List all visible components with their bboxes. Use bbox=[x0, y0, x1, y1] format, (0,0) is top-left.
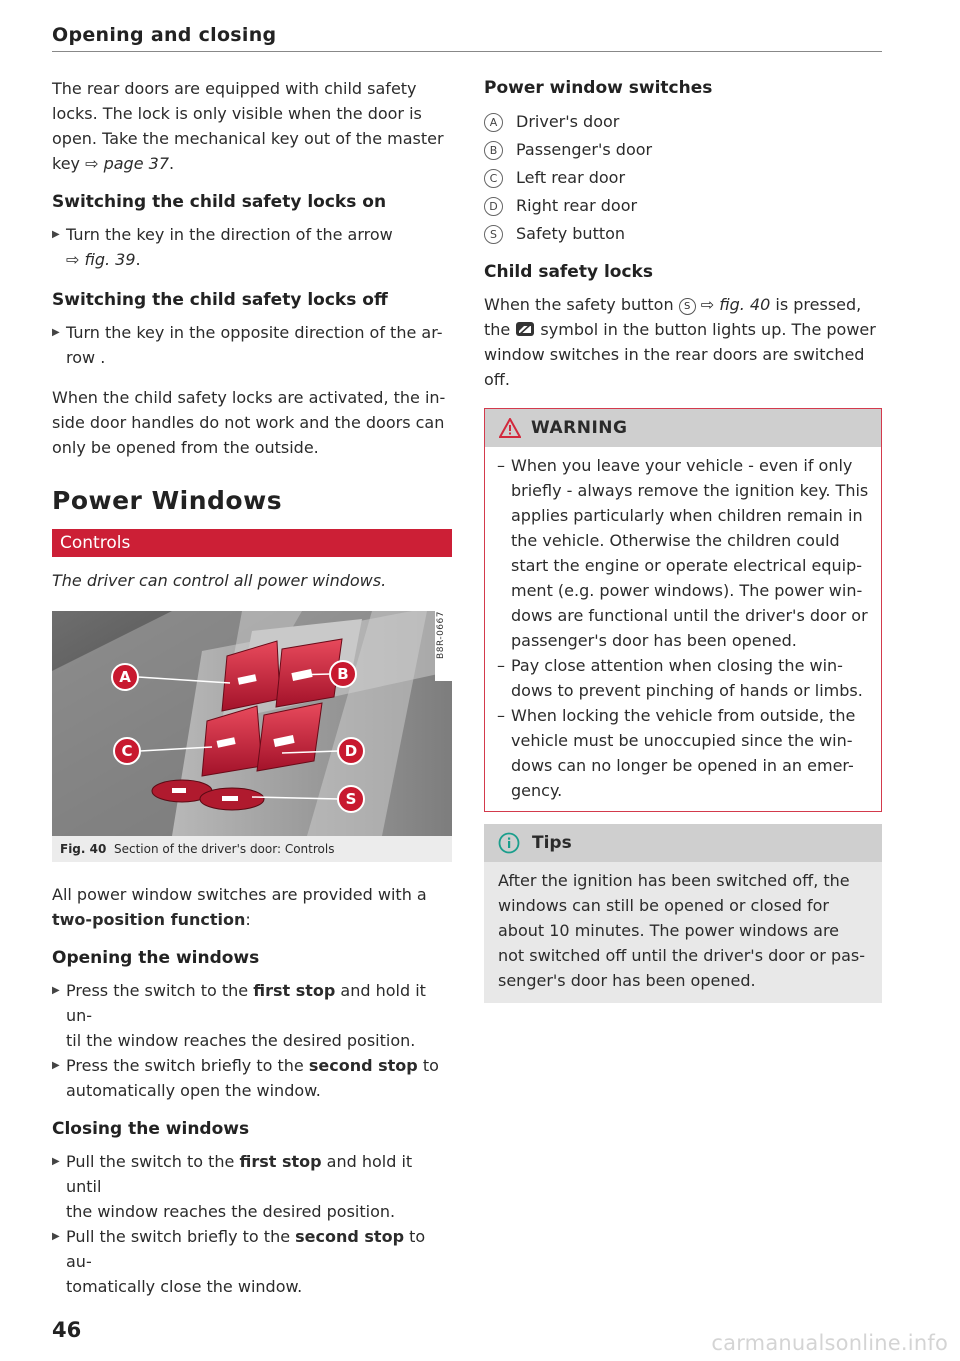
tips-header: Tips bbox=[484, 824, 882, 862]
child-locks-heading: Child safety locks bbox=[484, 262, 653, 282]
list-item: A Driver's door bbox=[484, 108, 882, 136]
list-item: D Right rear door bbox=[484, 192, 882, 220]
warning-item-1: – When you leave your vehicle - even if only briefly - always remove the ignition key. This applies particularly when children remain in the vehicle. Otherwise the children could start the engine or operate electrical equip- ment (e.g. power windows). The power win- dows are functional until the driver's door or passenger's door has been opened. bbox=[497, 456, 869, 650]
closing-step-1: ▶ Pull the switch to the first stop and hold it until the window reaches the desired position. bbox=[52, 1149, 452, 1224]
watermark: carmanualsonline.info bbox=[711, 1331, 948, 1355]
step-arrow-icon: ▶ bbox=[52, 1231, 60, 1242]
fig-40-link[interactable]: ⇨ fig. 40 bbox=[695, 295, 771, 314]
list-item: S Safety button bbox=[484, 220, 882, 248]
callout-a: A bbox=[119, 668, 131, 686]
warning-item-2: – Pay close attention when closing the win- dows to prevent pinching of hands or limbs. bbox=[497, 656, 863, 700]
callout-a-icon: A bbox=[484, 113, 503, 132]
page-37-link[interactable]: ⇨ page 37 bbox=[85, 154, 169, 173]
closing-step-2: ▶ Pull the switch briefly to the second stop to au- tomatically close the window. bbox=[52, 1224, 452, 1299]
switches-list bbox=[484, 108, 882, 248]
controls-bar: Controls bbox=[52, 529, 452, 557]
controls-intro: The driver can control all power windows. bbox=[52, 571, 387, 590]
page-number: 46 bbox=[52, 1318, 82, 1342]
tips-body: After the ignition has been switched off, the windows can still be opened or closed for about 10 minutes. The power windows are not switched off until the driver's door or pas- senger's door has been opened. bbox=[498, 871, 866, 990]
list-item: B Passenger's door bbox=[484, 136, 882, 164]
callout-d: D bbox=[344, 742, 358, 760]
warning-triangle-icon bbox=[499, 418, 521, 438]
figure-caption: Fig. 40 Section of the driver's door: Controls bbox=[52, 836, 452, 862]
lock-off-heading: Switching the child safety locks off bbox=[52, 290, 388, 310]
list-item: C Left rear door bbox=[484, 164, 882, 192]
callout-s-icon: S bbox=[679, 298, 696, 315]
warning-item-3: – When locking the vehicle from outside, the vehicle must be unoccupied since the win- dows can no longer be opened in an emer- gency. bbox=[497, 706, 856, 800]
door-controls-figure bbox=[52, 611, 452, 836]
warning-box bbox=[484, 408, 882, 812]
warning-body bbox=[485, 447, 881, 811]
callout-b: B bbox=[337, 665, 349, 683]
step-arrow-icon: ▶ bbox=[52, 1060, 60, 1071]
callout-b-icon: B bbox=[484, 141, 503, 160]
opening-step-2: ▶ Press the switch briefly to the second stop to automatically open the window. bbox=[52, 1053, 452, 1103]
power-windows-title: Power Windows bbox=[52, 486, 283, 515]
opening-heading: Opening the windows bbox=[52, 948, 260, 968]
fig-39-link[interactable]: ⇨ fig. 39 bbox=[66, 250, 136, 269]
header-rule bbox=[52, 51, 882, 52]
lock-on-heading: Switching the child safety locks on bbox=[52, 192, 387, 212]
step-arrow-icon: ▶ bbox=[52, 1156, 60, 1167]
callout-s: S bbox=[345, 790, 357, 808]
two-position-paragraph: All power window switches are provided with a two-position function: bbox=[52, 885, 427, 929]
intro-paragraph: The rear doors are equipped with child safety locks. The lock is only visible when the door is open. Take the mechanical key out of the master key ⇨ page 37. bbox=[52, 79, 444, 173]
left-column bbox=[52, 76, 452, 1299]
callout-c-icon: C bbox=[484, 169, 503, 188]
opening-step-1: ▶ Press the switch to the first stop and hold it un- til the window reaches the desired position. bbox=[52, 978, 452, 1053]
step-arrow-icon: ▶ bbox=[52, 229, 60, 240]
lock-off-step: ▶ Turn the key in the opposite direction of the ar- row . bbox=[52, 320, 452, 370]
callout-d-icon: D bbox=[484, 197, 503, 216]
activated-paragraph: When the child safety locks are activated, the in- side door handles do not work and the doors can only be opened from the outside. bbox=[52, 388, 446, 457]
right-column bbox=[484, 76, 882, 1003]
tips-box bbox=[484, 824, 882, 1003]
warning-header: WARNING bbox=[485, 409, 881, 447]
section-header: Opening and closing bbox=[52, 24, 277, 46]
lock-on-step: ▶ Turn the key in the direction of the arrow ⇨ fig. 39. bbox=[52, 222, 452, 272]
child-lock-symbol-icon bbox=[515, 321, 535, 337]
info-icon bbox=[498, 832, 520, 854]
figure-code: B8R-0667 bbox=[436, 611, 446, 659]
step-arrow-icon: ▶ bbox=[52, 985, 60, 996]
door-controls-illustration bbox=[52, 611, 452, 836]
step-arrow-icon: ▶ bbox=[52, 327, 60, 338]
switches-heading: Power window switches bbox=[484, 78, 713, 98]
closing-heading: Closing the windows bbox=[52, 1119, 250, 1139]
child-locks-paragraph: When the safety button S ⇨ fig. 40 is pressed, the symbol in the button lights up. The power window switches in the rear doors are switched off. bbox=[484, 295, 876, 389]
callout-s-icon: S bbox=[484, 225, 503, 244]
callout-c: C bbox=[121, 742, 133, 760]
